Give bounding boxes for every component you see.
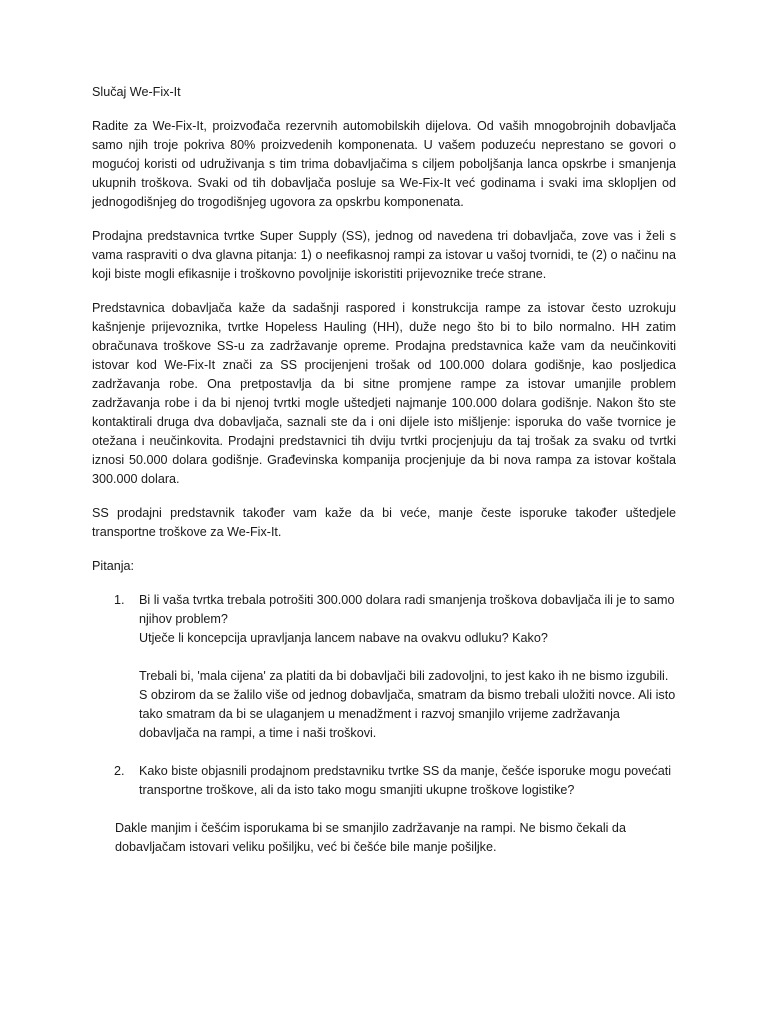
- answer-text-question-2: Dakle manjim i češćim isporukama bi se smanjilo zadržavanje na rampi. Ne bismo čekali da dobavljačam istovari veliku pošiljku, već bi češće bile manje pošiljke.: [115, 821, 626, 854]
- paragraph-sales-rep-call: Prodajna predstavnica tvrtke Super Supply (SS), jednog od navedena tri dobavljača, zove vas i želi s vama raspraviti o dva glavna pitanja: 1) o neefikasnoj rampi za istovar u vašoj tvornidi, te (2) o načinu na koji biste mogli efikasnije i troškovno povoljnije iskoristiti prijevoznike treće strane.: [92, 229, 676, 281]
- questions-list: [92, 591, 676, 800]
- question-text: Bi li vaša tvrtka trebala potrošiti 300.000 dolara radi smanjenja troškova dobavljača ili je to samo njihov problem?: [139, 593, 675, 626]
- paragraph-dock-problem: Predstavnica dobavljača kaže da sadašnji raspored i konstrukcija rampe za istovar često uzrokuju kašnjenje prijevoznika, tvrtke Hopeless Hauling (HH), duže nego što bi to bilo normalno. HH zatim obračunava troškove SS-u za zadržavanje opreme. Prodajna predstavnica kaže vam da neučinkoviti istovar kod We-Fix-It znači za SS procijenjeni trošak od 100.000 dolara godišnje, kao posljedica zadržavanja robe. Ona pretpostavlja da bi sitne promjene rampe za istovar umanjile problem zadržavanja robe i da bi njenoj tvrtki mogle uštedjeti najmanje 100.000 dolara godišnje. Nakon što ste kontaktirali druga dva dobavljača, saznali ste da i oni dijele isto mišljenje: isporuka do vaše tvornice je otežana i neučinkovita. Prodajni predstavnici tih dviju tvrtki procjenjuju da taj trošak za svaku od tvrtki iznosi 50.000 dolara godišnje. Građevinska kompanija procjenjuje da bi nova rampa za istovar koštala 300.000 dolara.: [92, 301, 676, 486]
- answer-text: Trebali bi, 'mala cijena' za platiti da bi dobavljači bili zadovoljni, to jest kako ih ne bismo izgubili. S obzirom da se žalilo više od jednog dobavljača, smatram da bismo trebali uložiti novce. Ali isto tako smatram da bi se ulaganjem u menadžment i razvoj smanjilo vrijeme zadržavanja dobavljača na rampi, a time i naši troškovi.: [139, 669, 676, 740]
- question-number: 1.: [114, 593, 125, 607]
- document-title: Slučaj We-Fix-It: [92, 85, 181, 99]
- paragraph-intro: Radite za We-Fix-It, proizvođača rezervnih automobilskih dijelova. Od vaših mnogobrojnih dobavljača samo njih troje pokriva 80% proizvedenih komponenata. U vašem poduzeću neprestano se govori o mogućoj koristi od udruživanja s tim trima dobavljačima s ciljem poboljšanja lanca opskrbe i smanjenja ukupnih troškova. Svaki od tih dobavljača posluje sa We-Fix-It već godinama i svaki ima sklopljen od jednogodišnjeg do trogodišnjeg ugovora za opskrbu komponenata.: [92, 119, 676, 209]
- question-item-1: [92, 591, 676, 743]
- paragraph-shipment-savings: SS prodajni predstavnik također vam kaže da bi veće, manje česte isporuke također uštedjele transportne troškove za We-Fix-It.: [92, 506, 676, 539]
- question-text: Kako biste objasnili prodajnom predstavniku tvrtke SS da manje, češće isporuke mogu povećati transportne troškove, ali da isto tako mogu smanjiti ukupne troškove logistike?: [139, 764, 672, 797]
- document-body: [92, 83, 676, 857]
- question-item-2: [92, 762, 676, 800]
- question-text: Utječe li koncepcija upravljanja lancem nabave na ovakvu odluku? Kako?: [139, 631, 548, 645]
- questions-heading: Pitanja:: [92, 559, 135, 573]
- question-number: 2.: [114, 764, 125, 778]
